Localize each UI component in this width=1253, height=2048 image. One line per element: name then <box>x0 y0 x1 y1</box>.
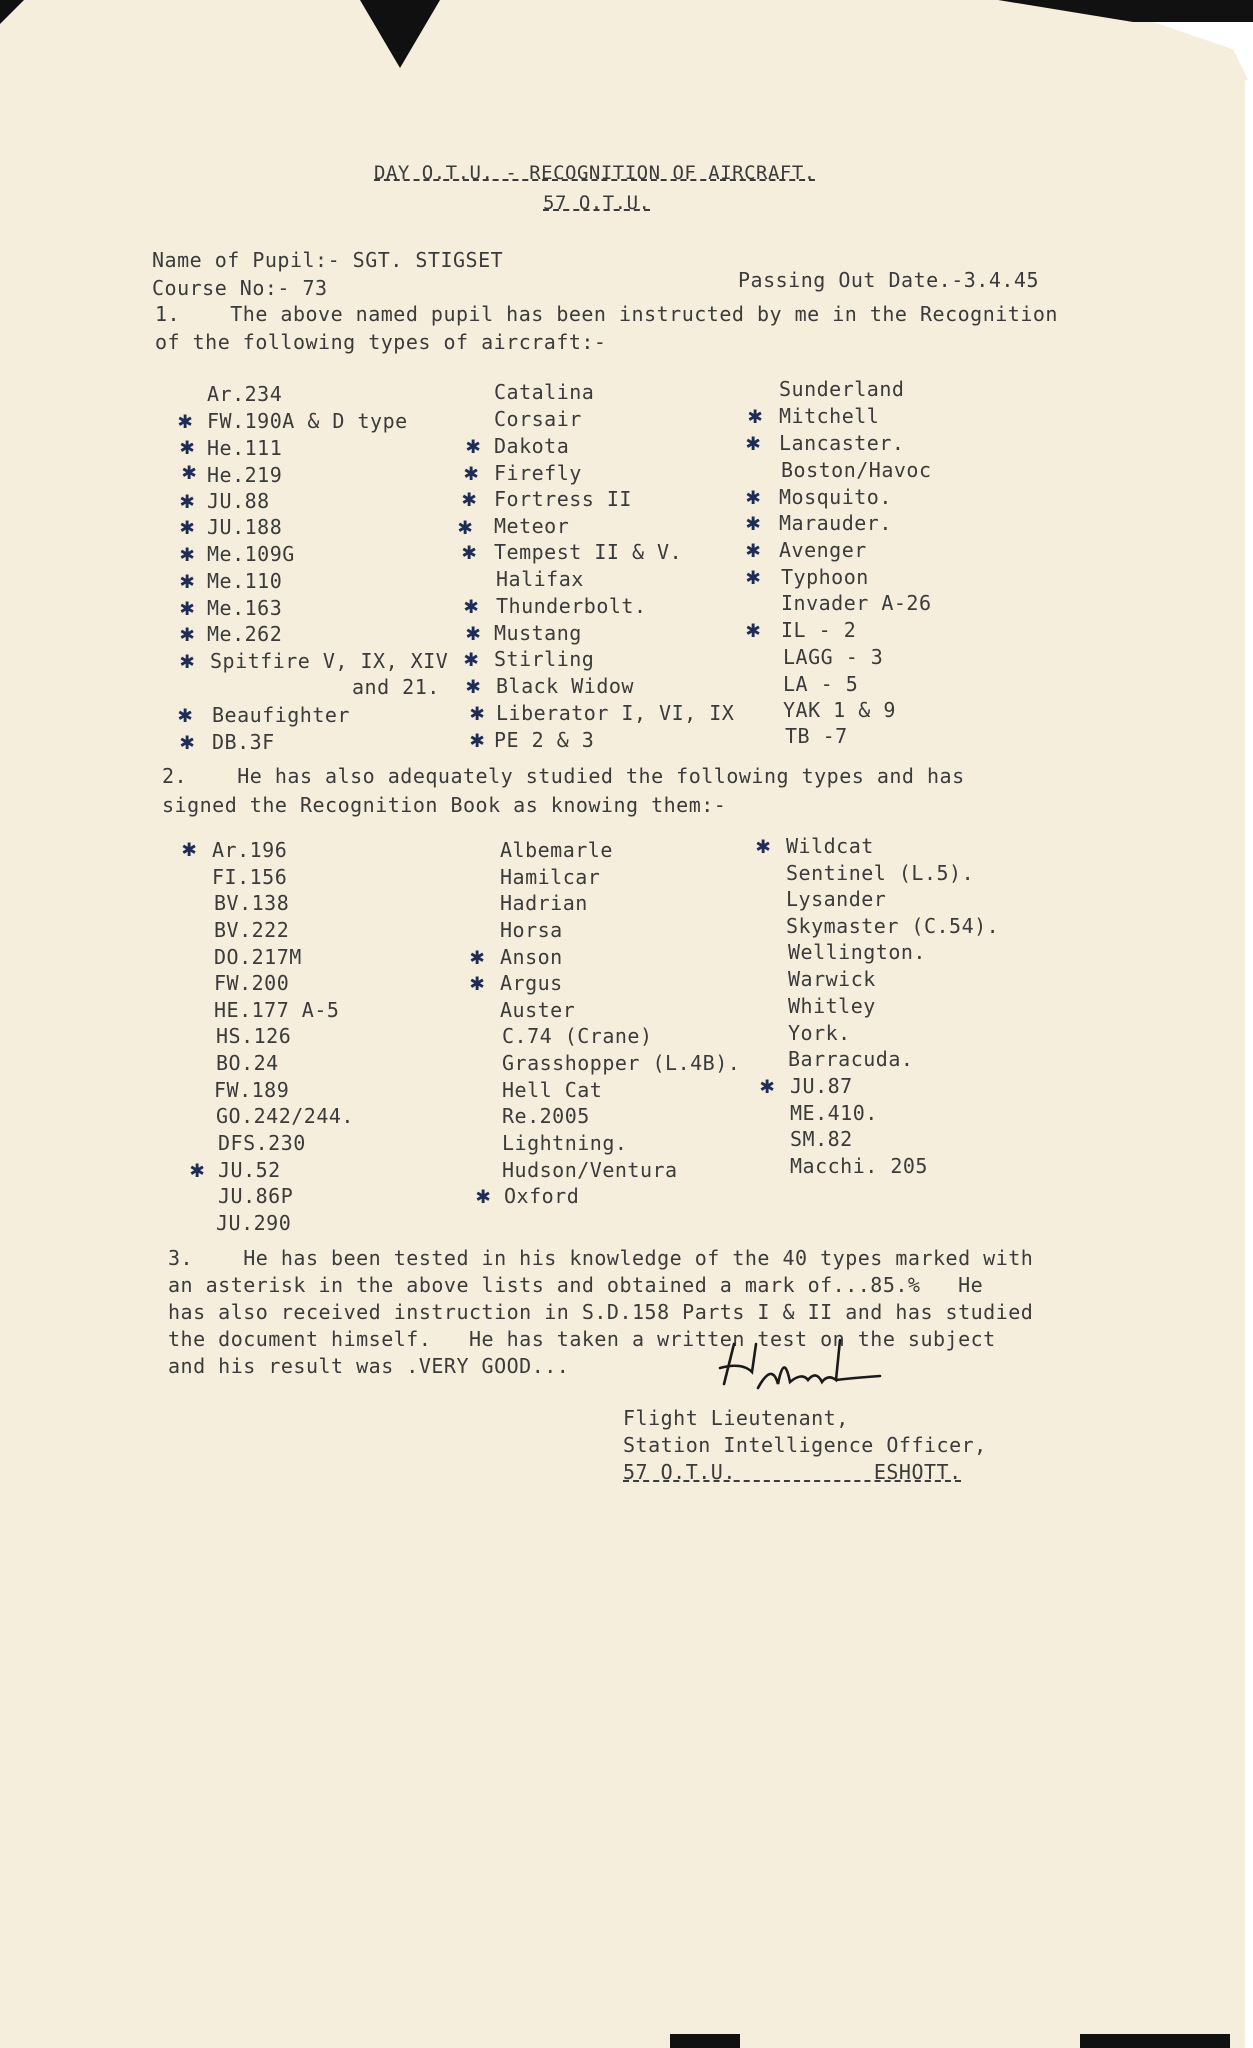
list2-item: Re.2005 <box>502 1104 590 1128</box>
list2-item: Macchi. 205 <box>790 1154 928 1178</box>
list2-item: Lightning. <box>502 1131 628 1155</box>
list1-item: Ar.234 <box>207 382 283 406</box>
asterisk-mark-icon: ✱ <box>476 1181 491 1209</box>
list2-item: Warwick <box>788 967 876 991</box>
pupil-name: Name of Pupil:- SGT. STIGSET <box>152 248 504 272</box>
para3-line1: 3. He has been tested in his knowledge of the 40 types marked with <box>168 1246 1034 1270</box>
passing-out-date: Passing Out Date.-3.4.45 <box>738 268 1039 292</box>
asterisk-mark-icon: ✱ <box>756 831 771 859</box>
list2-item: Whitley <box>788 994 876 1018</box>
list2-item: HS.126 <box>216 1024 292 1048</box>
asterisk-mark-icon: ✱ <box>178 406 193 434</box>
asterisk-mark-icon: ✱ <box>180 539 195 567</box>
list2-item: Oxford <box>504 1184 580 1208</box>
signatory-station: 57 O.T.U. ESHOTT. <box>623 1460 962 1484</box>
para1-line1: 1. The above named pupil has been instructed by me in the Recognition <box>155 302 1058 326</box>
list2-item: Wellington. <box>788 940 926 964</box>
list1-item: Halifax <box>496 567 584 591</box>
signatory-rank: Flight Lieutenant, <box>623 1406 849 1430</box>
list2-item: Ar.196 <box>212 838 288 862</box>
list2-item: York. <box>788 1021 851 1045</box>
list1-item: Corsair <box>494 407 582 431</box>
list2-item: ME.410. <box>790 1101 878 1125</box>
asterisk-mark-icon: ✱ <box>470 725 485 753</box>
asterisk-mark-icon: ✱ <box>180 727 195 755</box>
list2-item: SM.82 <box>790 1127 853 1151</box>
list1-item: Spitfire V, IX, XIV <box>210 649 449 673</box>
asterisk-mark-icon: ✱ <box>746 562 761 590</box>
list2-item: Hamilcar <box>500 865 601 889</box>
list2-item: DO.217M <box>214 945 302 969</box>
asterisk-mark-icon: ✱ <box>464 458 479 486</box>
asterisk-mark-icon: ✱ <box>470 968 485 996</box>
list2-item: GO.242/244. <box>216 1104 354 1128</box>
list2-item: Wildcat <box>786 834 874 858</box>
list1-item: Me.110 <box>207 569 283 593</box>
asterisk-mark-icon: ✱ <box>746 428 761 456</box>
list2-item: JU.87 <box>790 1074 853 1098</box>
list1-item: Firefly <box>494 461 582 485</box>
asterisk-mark-icon: ✱ <box>462 537 477 565</box>
list2-item: FW.189 <box>214 1078 290 1102</box>
list1-item: YAK 1 & 9 <box>783 698 896 722</box>
asterisk-mark-icon: ✱ <box>466 618 481 646</box>
list1-item: DB.3F <box>212 730 275 754</box>
list2-item: DFS.230 <box>218 1131 306 1155</box>
asterisk-mark-icon: ✱ <box>464 644 479 672</box>
list1-item: JU.88 <box>207 489 270 513</box>
list1-item: Me.262 <box>207 622 283 646</box>
list2-item: Hudson/Ventura <box>502 1158 678 1182</box>
para1-line2: of the following types of aircraft:- <box>155 330 607 354</box>
list1-item: LA - 5 <box>783 672 859 696</box>
list1-item: Mustang <box>494 621 582 645</box>
para3-line3: has also received instruction in S.D.158 Parts I & II and has studied <box>168 1300 1034 1324</box>
list1-item: and 21. <box>352 675 440 699</box>
asterisk-mark-icon: ✱ <box>470 942 485 970</box>
list2-item: Horsa <box>500 918 563 942</box>
list2-item: JU.52 <box>218 1158 281 1182</box>
list2-item: Anson <box>500 945 563 969</box>
list1-item: PE 2 & 3 <box>494 728 595 752</box>
list1-item: Me.163 <box>207 596 283 620</box>
list1-item: Avenger <box>779 538 867 562</box>
list1-item: JU.188 <box>207 515 283 539</box>
list2-item: Hadrian <box>500 891 588 915</box>
list1-item: Stirling <box>494 647 595 671</box>
asterisk-mark-icon: ✱ <box>458 512 473 540</box>
list1-item: He.219 <box>207 463 283 487</box>
list1-item: Meteor <box>494 514 570 538</box>
asterisk-mark-icon: ✱ <box>180 486 195 514</box>
list2-item: JU.86P <box>218 1184 294 1208</box>
list1-item: Typhoon <box>781 565 869 589</box>
list2-item: Grasshopper (L.4B). <box>502 1051 741 1075</box>
asterisk-mark-icon: ✱ <box>462 484 477 512</box>
asterisk-mark-icon: ✱ <box>180 566 195 594</box>
document-title: DAY O.T.U. - RECOGNITION OF AIRCRAFT. <box>374 162 816 184</box>
list1-item: Dakota <box>494 434 570 458</box>
asterisk-mark-icon: ✱ <box>760 1071 775 1099</box>
list1-item: Mitchell <box>779 404 880 428</box>
list1-item: LAGG - 3 <box>783 645 884 669</box>
asterisk-mark-icon: ✱ <box>182 834 197 862</box>
list2-item: Albemarle <box>500 838 613 862</box>
asterisk-mark-icon: ✱ <box>746 615 761 643</box>
asterisk-mark-icon: ✱ <box>180 593 195 621</box>
asterisk-mark-icon: ✱ <box>180 512 195 540</box>
asterisk-mark-icon: ✱ <box>466 671 481 699</box>
list2-item: HE.177 A-5 <box>214 998 340 1022</box>
page-edge <box>1245 80 1253 2048</box>
list1-item: TB -7 <box>785 724 848 748</box>
asterisk-mark-icon: ✱ <box>466 431 481 459</box>
asterisk-mark-icon: ✱ <box>182 457 197 485</box>
para2-line1: 2. He has also adequately studied the following types and has <box>162 764 965 788</box>
list1-item: He.111 <box>207 436 283 460</box>
asterisk-mark-icon: ✱ <box>746 535 761 563</box>
asterisk-mark-icon: ✱ <box>190 1155 205 1183</box>
list2-item: Hell Cat <box>502 1078 603 1102</box>
list1-item: Thunderbolt. <box>496 594 647 618</box>
asterisk-mark-icon: ✱ <box>464 591 479 619</box>
asterisk-mark-icon: ✱ <box>180 432 195 460</box>
list1-item: Liberator I, VI, IX <box>496 701 735 725</box>
list1-item: Me.109G <box>207 542 295 566</box>
course-number: Course No:- 73 <box>152 276 328 300</box>
list2-item: FW.200 <box>214 971 290 995</box>
list1-item: IL - 2 <box>781 618 857 642</box>
list1-item: Invader A-26 <box>781 591 932 615</box>
list1-item: Black Widow <box>496 674 634 698</box>
list2-item: BV.222 <box>214 918 290 942</box>
asterisk-mark-icon: ✱ <box>746 508 761 536</box>
unit-title: 57 O.T.U. <box>543 192 651 214</box>
list2-item: Sentinel (L.5). <box>786 861 975 885</box>
list2-item: JU.290 <box>216 1211 292 1235</box>
list1-item: Fortress II <box>494 487 632 511</box>
page-corner-shadow-right <box>953 0 1253 22</box>
handwritten-signature <box>712 1332 884 1402</box>
list2-item: FI.156 <box>212 865 288 889</box>
list1-item: Catalina <box>494 380 595 404</box>
page-bottom-shadow-right <box>1080 2034 1230 2048</box>
list2-item: Skymaster (C.54). <box>786 914 1000 938</box>
list1-item: Beaufighter <box>212 703 350 727</box>
asterisk-mark-icon: ✱ <box>178 700 193 728</box>
list2-item: Lysander <box>786 887 887 911</box>
list1-item: Lancaster. <box>779 431 905 455</box>
para3-line5: and his result was .VERY GOOD... <box>168 1354 570 1378</box>
list1-item: Boston/Havoc <box>781 458 932 482</box>
list2-item: BO.24 <box>216 1051 279 1075</box>
list1-item: Marauder. <box>779 511 892 535</box>
page-bottom-shadow <box>670 2034 740 2048</box>
signatory-role: Station Intelligence Officer, <box>623 1433 987 1457</box>
list2-item: Auster <box>500 998 576 1022</box>
para2-line2: signed the Recognition Book as knowing them:- <box>162 793 727 817</box>
list2-item: Argus <box>500 971 563 995</box>
asterisk-mark-icon: ✱ <box>470 698 485 726</box>
list1-item: FW.190A & D type <box>207 409 408 433</box>
page-corner-shadow <box>0 0 24 24</box>
asterisk-mark-icon: ✱ <box>748 401 763 429</box>
list1-item: Sunderland <box>779 377 905 401</box>
list2-item: Barracuda. <box>788 1047 914 1071</box>
page-notch <box>360 0 440 68</box>
list1-item: Tempest II & V. <box>494 540 683 564</box>
list1-item: Mosquito. <box>779 485 892 509</box>
asterisk-mark-icon: ✱ <box>180 619 195 647</box>
asterisk-mark-icon: ✱ <box>180 646 195 674</box>
asterisk-mark-icon: ✱ <box>746 482 761 510</box>
para3-line4: the document himself. He has taken a written test on the subject <box>168 1327 996 1351</box>
list2-item: C.74 (Crane) <box>502 1024 653 1048</box>
para3-line2: an asterisk in the above lists and obtained a mark of...85.% He <box>168 1273 984 1297</box>
list2-item: BV.138 <box>214 891 290 915</box>
